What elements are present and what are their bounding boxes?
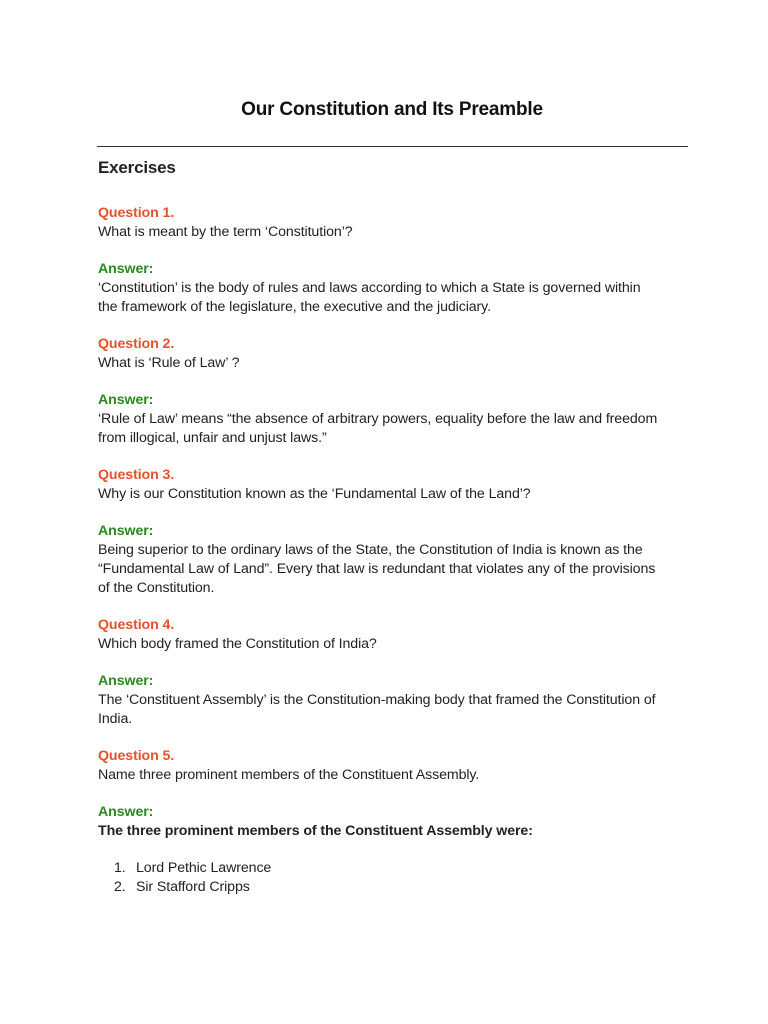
question-block-3 [98, 466, 658, 598]
question-label: Question 2. [98, 336, 175, 352]
section-heading: Exercises [98, 158, 176, 177]
title-divider [97, 146, 688, 147]
list-item-number: 1. [114, 860, 126, 876]
answer-text: The three prominent members of the Constituent Assembly were: [98, 823, 533, 839]
answer-text: ‘Rule of Law’ means “the absence of arbitrary powers, equality before the law and freedom from illogical, unfair and unjust laws.” [98, 411, 658, 446]
answer-label: Answer: [98, 523, 154, 539]
answer-text: ‘Constitution’ is the body of rules and laws according to which a State is governed within the framework of the legislature, the executive and the judiciary. [98, 280, 641, 315]
list-item-number: 2. [114, 879, 126, 895]
question-text: Why is our Constitution known as the ‘Fundamental Law of the Land’? [98, 486, 531, 502]
answer-text: Being superior to the ordinary laws of the State, the Constitution of India is known as the “Fundamental Law of Land”. Every that law is redundant that violates any of the provisions of the Constitution. [98, 542, 656, 596]
question-block-1 [98, 204, 658, 317]
list-item [114, 878, 658, 897]
question-label: Question 4. [98, 617, 175, 633]
question-label: Question 1. [98, 205, 175, 221]
list-item-text: Lord Pethic Lawrence [136, 860, 272, 876]
page-title: Our Constitution and Its Preamble [241, 99, 543, 120]
list-item [114, 859, 658, 878]
answer-label: Answer: [98, 673, 154, 689]
question-label: Question 3. [98, 467, 175, 483]
question-text: What is ‘Rule of Law’ ? [98, 355, 240, 371]
list-item-text: Sir Stafford Cripps [136, 879, 250, 895]
member-list [98, 859, 658, 897]
answer-text: The ‘Constituent Assembly’ is the Constitution-making body that framed the Constitution of India. [98, 692, 656, 727]
question-label: Question 5. [98, 748, 175, 764]
answer-label: Answer: [98, 261, 154, 277]
question-text: What is meant by the term ‘Constitution’? [98, 224, 353, 240]
question-text: Which body framed the Constitution of India? [98, 636, 377, 652]
answer-label: Answer: [98, 392, 154, 408]
question-block-2 [98, 335, 658, 448]
exercise-list [98, 204, 658, 897]
question-block-4 [98, 616, 658, 729]
question-text: Name three prominent members of the Constituent Assembly. [98, 767, 480, 783]
question-block-5 [98, 747, 658, 897]
answer-label: Answer: [98, 804, 154, 820]
